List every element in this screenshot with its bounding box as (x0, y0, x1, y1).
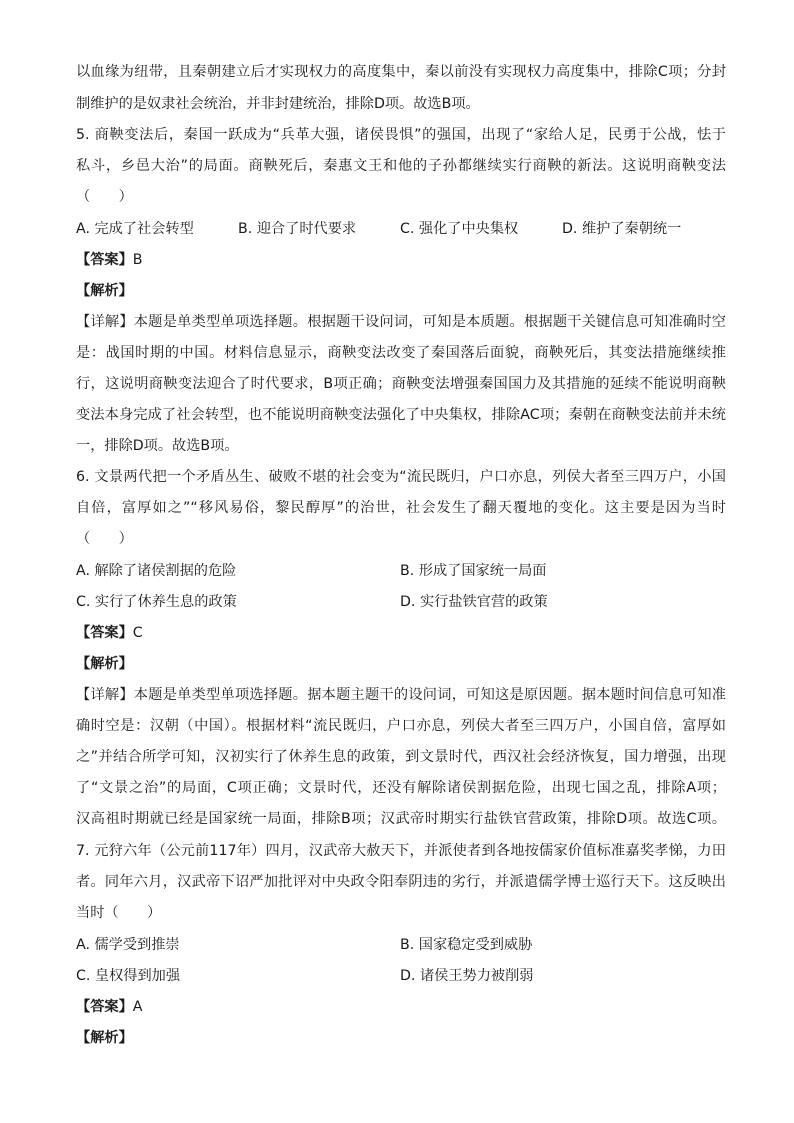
q6-detail-line: 确时空是：汉朝（中国）。根据材料“流民既归，户口亦息，列侯大者至三四万户，小国自倍，富厚如 (76, 718, 726, 734)
answer-value: C (132, 625, 143, 641)
q5-stem-blank: （ ） (76, 189, 133, 205)
q7-stem-line: 者。同年六月，汉武帝下诏严加批评对中央政令阳奉阴违的劣行，并派遣儒学博士巡行天下。这反映出 (76, 874, 726, 890)
q7-analysis-label: 【解析】 (76, 1030, 133, 1046)
q5-option-c: C. 强化了中央集权 (400, 221, 519, 237)
answer-label: 【答案】 (76, 625, 133, 641)
answer-value: B (132, 252, 143, 268)
q6-analysis-label: 【解析】 (76, 656, 133, 672)
q7-option-c: C. 皇权得到加强 (76, 968, 181, 984)
q6-answer (76, 623, 143, 643)
q6-option-b: B. 形成了国家统一局面 (400, 563, 547, 579)
q7-answer (76, 997, 142, 1017)
answer-label: 【答案】 (76, 999, 133, 1015)
q6-stem-line: 6. 文景两代把一个矛盾丛生、破败不堪的社会变为“流民既归，户口亦息，列侯大者至三四万户，小国 (76, 469, 726, 485)
q7-stem-line: 7. 元狩六年（公元前117年）四月，汉武帝大赦天下，并派使者到各地按儒家价值标准嘉奖孝悌，力田 (76, 843, 726, 859)
q6-detail-line: 了“文景之治”的局面，C项正确；文景时代，还没有解除诸侯割据危险，出现七国之乱，排除A项； (76, 780, 726, 796)
q6-detail-line: 之”并结合所学可知，汉初实行了休养生息的政策，到文景时代，西汉社会经济恢复，国力增强，出现 (76, 749, 726, 765)
q5-detail-line: 变法本身完成了社会转型，也不能说明商鞅变法强化了中央集权，排除AC项；秦朝在商鞅变法前并未统 (76, 407, 726, 423)
q5-option-a: A. 完成了社会转型 (76, 221, 194, 237)
q6-stem-line: 自倍，富厚如之”“移风易俗，黎民醇厚”的治世，社会发生了翻天覆地的变化。这主要是因为当时 (76, 500, 726, 516)
answer-label: 【答案】 (76, 252, 133, 268)
q5-option-b: B. 迎合了时代要求 (238, 221, 357, 237)
intro-line: 制维护的是奴隶社会统治，并非封建统治，排除D项。故选B项。 (76, 96, 480, 112)
q6-option-d: D. 实行盐铁官营的政策 (400, 594, 548, 610)
q7-option-a: A. 儒学受到推崇 (76, 937, 180, 953)
q7-option-d: D. 诸侯王势力被削弱 (400, 968, 534, 984)
q5-answer (76, 250, 143, 270)
q7-option-b: B. 国家稳定受到威胁 (400, 937, 533, 953)
q5-stem-line: 私斗，乡邑大治”的局面。商鞅死后，秦惠文王和他的子孙都继续实行商鞅的新法。这说明商鞅变法 (76, 158, 726, 174)
q7-stem-line: 当时（ ） (76, 905, 162, 921)
q6-detail-line: 汉高祖时期就已经是国家统一局面，排除B项；汉武帝时期实行盐铁官营政策，排除D项。故选C项。 (76, 811, 726, 827)
q5-detail-line: 一，排除D项。故选B项。 (76, 438, 239, 454)
q6-option-c: C. 实行了休养生息的政策 (76, 594, 237, 610)
q5-detail-line: 行，这说明商鞅变法迎合了时代要求，B项正确；商鞅变法增强秦国国力及其措施的延续不能说明商鞅 (76, 376, 726, 392)
q6-stem-blank: （ ） (76, 531, 133, 547)
q5-option-d: D. 维护了秦朝统一 (562, 221, 682, 237)
q6-detail-line: 【详解】本题是单类型单项选择题。据本题主题干的设问词，可知这是原因题。据本题时间信息可知准 (76, 687, 726, 703)
intro-line: 以血缘为纽带，且秦朝建立后才实现权力的高度集中，秦以前没有实现权力高度集中，排除C项；分封 (76, 64, 726, 80)
q6-option-a: A. 解除了诸侯割据的危险 (76, 563, 237, 579)
answer-value: A (132, 999, 143, 1015)
q5-detail-line: 是：战国时期的中国。材料信息显示，商鞅变法改变了秦国落后面貌，商鞅死后，其变法措施继续推 (76, 345, 726, 361)
q5-detail-line: 【详解】本题是单类型单项选择题。根据题干设问词，可知是本质题。根据题干关键信息可知准确时空 (76, 314, 726, 330)
q5-stem-line: 5. 商鞅变法后，秦国一跃成为“兵革大强，诸侯畏惧”的强国，出现了“家给人足，民勇于公战，怯于 (76, 127, 726, 143)
q5-analysis-label: 【解析】 (76, 283, 133, 299)
